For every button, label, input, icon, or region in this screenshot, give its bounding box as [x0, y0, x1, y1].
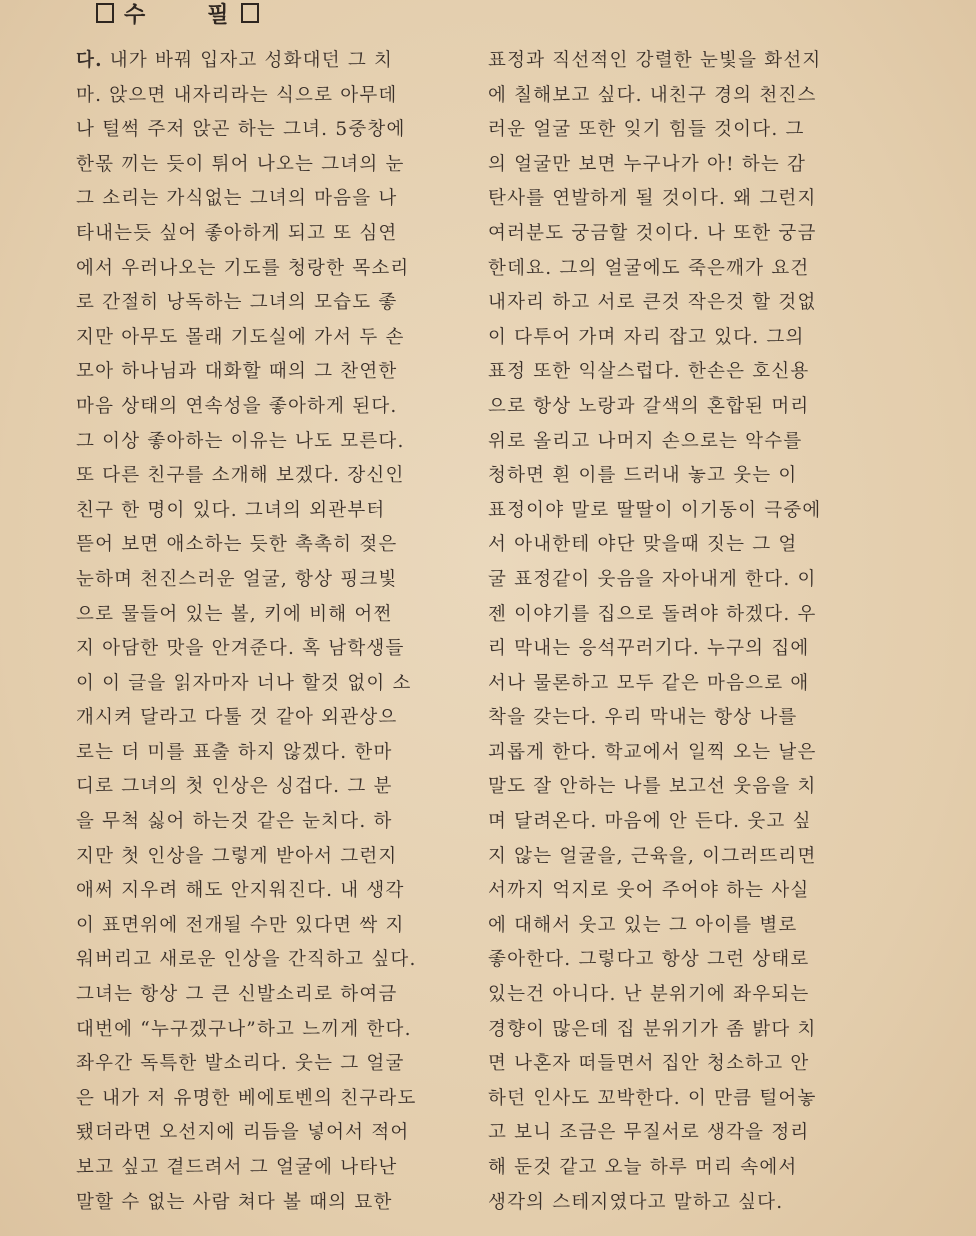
- text-line: 표정과 직선적인 강렬한 눈빛을 화선지: [488, 50, 822, 71]
- text-line: 을 무척 싫어 하는것 같은 눈치다. 하: [76, 811, 393, 833]
- text-line: 착을 갖는다. 우리 막내는 항상 나를: [488, 707, 798, 729]
- text-line: 말할 수 없는 사람 쳐다 볼 때의 묘한: [76, 1191, 393, 1213]
- text-line: 모아 하나님과 대화할 때의 그 찬연한: [76, 361, 398, 383]
- text-line: 그 소리는 가식없는 그녀의 마음을 나: [76, 188, 398, 210]
- text-line: 지만 아무도 몰래 기도실에 가서 두 손: [76, 326, 405, 348]
- text-line: 워버리고 새로운 인상을 간직하고 싶다.: [76, 949, 417, 971]
- text-line: 애써 지우려 해도 안지워진다. 내 생각: [76, 880, 405, 902]
- text-line: 여러분도 궁금할 것이다. 나 또한 궁금: [488, 222, 817, 244]
- text-line: 리 막내는 응석꾸러기다. 누구의 집에: [488, 638, 810, 660]
- text-line: 좌우간 독특한 발소리다. 웃는 그 얼굴: [76, 1053, 405, 1075]
- text-line: 이 표면위에 전개될 수만 있다면 싹 지: [76, 914, 405, 936]
- text-line: 고 보니 조금은 무질서로 생각을 정리: [488, 1122, 810, 1144]
- text-line: 대번에 “누구겠구나”하고 느끼게 한다.: [76, 1018, 412, 1040]
- text-line: 나 털썩 주저 앉곤 하는 그녀. 5중창에: [76, 119, 406, 141]
- text-line: 지 아담한 맛을 안겨준다. 혹 남학생들: [76, 638, 405, 660]
- text-line: 눈하며 천진스러운 얼굴, 항상 핑크빛: [76, 568, 398, 590]
- header-box-right: [241, 3, 259, 23]
- text-line: 에 대해서 웃고 있는 그 아이를 별로: [488, 914, 798, 936]
- text-line: 굴 표정같이 웃음을 자아내게 한다. 이: [488, 568, 817, 590]
- text-line: 이 이 글을 읽자마자 너나 할것 없이 소: [76, 672, 412, 694]
- text-line: 다. 내가 바꿔 입자고 성화대던 그 치: [76, 50, 394, 71]
- text-line: 며 달려온다. 마음에 안 든다. 웃고 싶: [488, 811, 812, 833]
- text-line: 보고 싶고 곁드려서 그 얼굴에 나타난: [76, 1157, 398, 1178]
- text-line: 표정 또한 익살스럽다. 한손은 호신용: [488, 361, 810, 383]
- text-line: 의 얼굴만 보면 누구나가 아! 하는 감: [488, 153, 807, 175]
- text-line: 괴롭게 한다. 학교에서 일찍 오는 날은: [488, 741, 817, 763]
- text-line: 청하면 흰 이를 드러내 놓고 웃는 이: [488, 465, 798, 487]
- text-line: 디로 그녀의 첫 인상은 싱겁다. 그 분: [76, 776, 393, 798]
- text-line: 개시켜 달라고 다툴 것 같아 외관상으: [76, 707, 398, 729]
- text-line: 러운 얼굴 또한 잊기 힘들 것이다. 그: [488, 119, 805, 141]
- text-line: 한데요. 그의 얼굴에도 죽은깨가 요건: [488, 257, 810, 279]
- text-line: 으로 항상 노랑과 갈색의 혼합된 머리: [488, 395, 810, 417]
- text-line: 타내는듯 싶어 좋아하게 되고 또 심연: [76, 222, 398, 244]
- text-line: 로 간절히 낭독하는 그녀의 모습도 좋: [76, 292, 398, 314]
- text-line: 내자리 하고 서로 큰것 작은것 할 것없: [488, 292, 817, 314]
- text-line: 생각의 스테지였다고 말하고 싶다.: [488, 1191, 784, 1213]
- header-box-left: [96, 3, 114, 23]
- text-line: 그녀는 항상 그 큰 신발소리로 하여금: [76, 984, 398, 1006]
- text-line: 또 다른 친구를 소개해 보겠다. 장신인: [76, 465, 405, 487]
- text-line: 있는건 아니다. 난 분위기에 좌우되는: [488, 984, 810, 1006]
- header-char-2: 필: [207, 1, 231, 28]
- text-line: 하던 인사도 꼬박한다. 이 만큼 털어놓: [488, 1087, 817, 1109]
- left-column: [76, 44, 448, 1220]
- text-line: 마. 앉으면 내자리라는 식으로 아무데: [76, 84, 398, 106]
- text-line: 뜯어 보면 애소하는 듯한 촉촉히 젖은: [76, 534, 398, 556]
- section-header: [96, 0, 259, 26]
- text-line: 한몫 끼는 듯이 튀어 나오는 그녀의 눈: [76, 153, 405, 175]
- text-line: 서나 물론하고 모두 같은 마음으로 애: [488, 672, 810, 694]
- text-line: 탄사를 연발하게 될 것이다. 왜 그런지: [488, 188, 817, 210]
- text-line: 에 칠해보고 싶다. 내친구 경의 천진스: [488, 84, 817, 106]
- text-line: 그 이상 좋아하는 이유는 나도 모른다.: [76, 430, 405, 452]
- text-line: 경향이 많은데 집 분위기가 좀 밝다 치: [488, 1018, 817, 1040]
- text-line: 해 둔것 같고 오늘 하루 머리 속에서: [488, 1157, 798, 1178]
- text-line: 됐더라면 오선지에 리듬을 넣어서 적어: [76, 1122, 410, 1144]
- text-line: 서까지 억지로 웃어 주어야 하는 사실: [488, 880, 810, 902]
- text-line: 지만 첫 인상을 그렇게 받아서 그런지: [76, 845, 398, 867]
- text-line: 말도 잘 안하는 나를 보고선 웃음을 치: [488, 776, 817, 798]
- header-char-1: 수: [124, 1, 148, 28]
- text-line: 로는 더 미를 표출 하지 않겠다. 한마: [76, 741, 393, 763]
- text-line: 마음 상태의 연속성을 좋아하게 된다.: [76, 395, 398, 417]
- text-line: 지 않는 얼굴을, 근육을, 이그러뜨리면: [488, 845, 817, 867]
- text-line: 으로 물들어 있는 볼, 키에 비해 어쩐: [76, 603, 393, 625]
- text-line: 면 나혼자 떠들면서 집안 청소하고 안: [488, 1053, 810, 1075]
- text-line: 이 다투어 가며 자리 잡고 있다. 그의: [488, 326, 805, 348]
- text-line: 젠 이야기를 집으로 돌려야 하겠다. 우: [488, 603, 817, 625]
- right-column: [488, 44, 860, 1220]
- text-line: 서 아내한테 야단 맞을때 짓는 그 얼: [488, 534, 798, 556]
- text-line: 친구 한 명이 있다. 그녀의 외관부터: [76, 499, 386, 521]
- text-line: 위로 올리고 나머지 손으로는 악수를: [488, 430, 803, 452]
- text-line: 표정이야 말로 딸딸이 이기동이 극중에: [488, 499, 822, 521]
- text-line: 에서 우러나오는 기도를 청랑한 목소리: [76, 257, 410, 279]
- text-line: 은 내가 저 유명한 베에토벤의 친구라도: [76, 1087, 417, 1109]
- text-line: 좋아한다. 그렇다고 항상 그런 상태로: [488, 949, 810, 971]
